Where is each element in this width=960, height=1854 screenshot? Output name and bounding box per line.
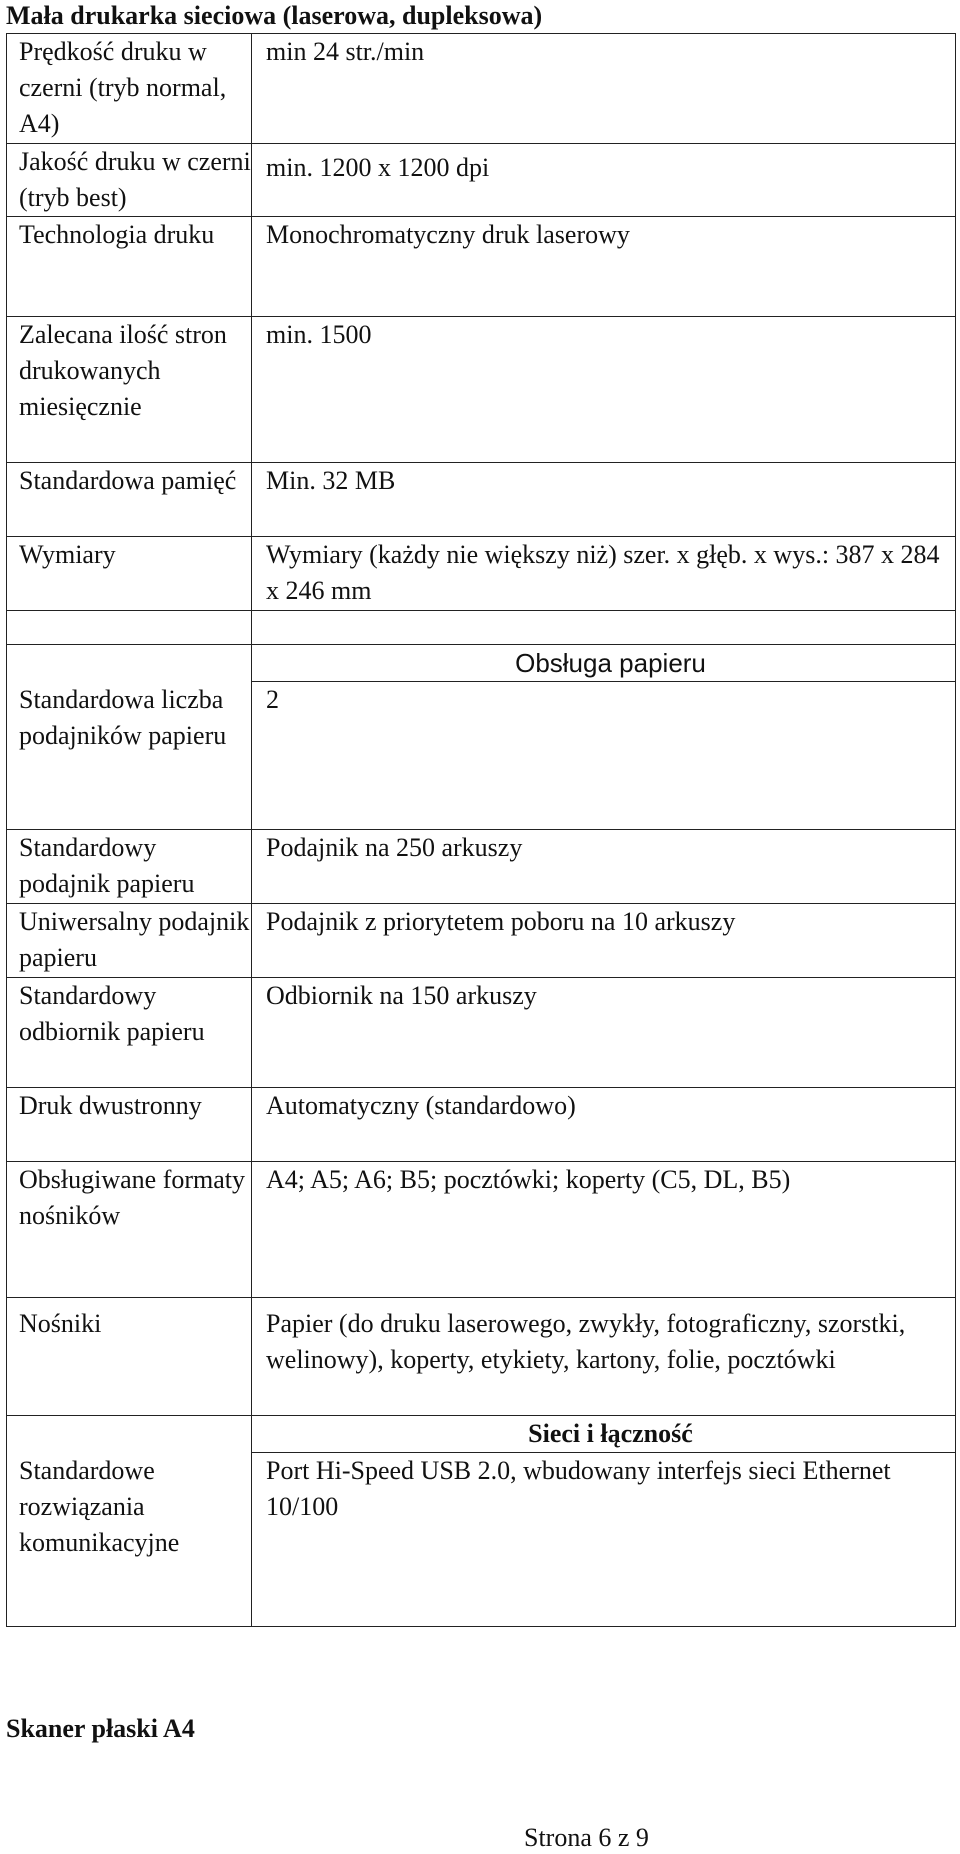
- spec-label: Standardowe rozwiązania komunikacyjne: [7, 1453, 252, 1627]
- spec-label: Technologia druku: [7, 217, 252, 317]
- spec-value: min. 1500: [252, 317, 956, 463]
- spec-row: [7, 904, 956, 978]
- section-heading-row: [7, 1416, 956, 1453]
- spec-row: [7, 463, 956, 537]
- spec-value: Podajnik z priorytetem poboru na 10 arkuszy: [252, 904, 956, 978]
- spec-row: [7, 978, 956, 1088]
- scanner-section-title: Skaner płaski A4: [6, 1714, 195, 1743]
- section-heading-spacer: [7, 645, 252, 682]
- spec-row: [7, 144, 956, 217]
- section-heading-row: [7, 645, 956, 682]
- spec-label: Jakość druku w czerni (tryb best): [7, 144, 252, 217]
- spec-label: Standardowa pamięć: [7, 463, 252, 537]
- spec-label: Standardowy podajnik papieru: [7, 830, 252, 904]
- spec-value: Port Hi-Speed USB 2.0, wbudowany interfejs sieci Ethernet 10/100: [252, 1453, 956, 1627]
- spec-row: [7, 34, 956, 144]
- spec-row: [7, 1162, 956, 1298]
- spec-value: Podajnik na 250 arkuszy: [252, 830, 956, 904]
- page-number: Strona 6 z 9: [524, 1823, 649, 1852]
- spec-value: Wymiary (każdy nie większy niż) szer. x głęb. x wys.: 387 x 284 x 246 mm: [252, 537, 956, 611]
- spec-value: Min. 32 MB: [252, 463, 956, 537]
- spec-value: 2: [252, 682, 956, 830]
- spec-value: min 24 str./min: [252, 34, 956, 144]
- spec-row: [7, 317, 956, 463]
- spec-row: [7, 1088, 956, 1162]
- printer-spec-table: [6, 33, 956, 1627]
- spec-label: Prędkość druku w czerni (tryb normal, A4): [7, 34, 252, 144]
- spec-row-empty: [7, 611, 956, 645]
- spec-value: min. 1200 x 1200 dpi: [252, 144, 956, 217]
- spec-row: [7, 217, 956, 317]
- spec-label: Nośniki: [7, 1298, 252, 1416]
- spec-row: [7, 682, 956, 830]
- spec-row: [7, 1453, 956, 1627]
- spec-label: Standardowa liczba podajników papieru: [7, 682, 252, 830]
- spec-value: Monochromatyczny druk laserowy: [252, 217, 956, 317]
- spec-value: Odbiornik na 150 arkuszy: [252, 978, 956, 1088]
- spec-label: Druk dwustronny: [7, 1088, 252, 1162]
- spec-value: Automatyczny (standardowo): [252, 1088, 956, 1162]
- spec-label: [7, 611, 252, 645]
- spec-label: Wymiary: [7, 537, 252, 611]
- section-heading: Sieci i łączność: [252, 1416, 956, 1453]
- spec-row: [7, 830, 956, 904]
- spec-label: Zalecana ilość stron drukowanych miesięcznie: [7, 317, 252, 463]
- spec-label: Obsługiwane formaty nośników: [7, 1162, 252, 1298]
- section-heading: Obsługa papieru: [252, 645, 956, 682]
- document-title: Mała drukarka sieciowa (laserowa, dupleksowa): [6, 1, 543, 30]
- spec-label: Standardowy odbiornik papieru: [7, 978, 252, 1088]
- spec-label: Uniwersalny podajnik papieru: [7, 904, 252, 978]
- spec-row: [7, 1298, 956, 1416]
- spec-value: [252, 611, 956, 645]
- spec-row: [7, 537, 956, 611]
- spec-value: A4; A5; A6; B5; pocztówki; koperty (C5, DL, B5): [252, 1162, 956, 1298]
- section-heading-spacer: [7, 1416, 252, 1453]
- spec-value: Papier (do druku laserowego, zwykły, fotograficzny, szorstki, welinowy), koperty, etykiety, kartony, folie, pocztówki: [252, 1298, 956, 1416]
